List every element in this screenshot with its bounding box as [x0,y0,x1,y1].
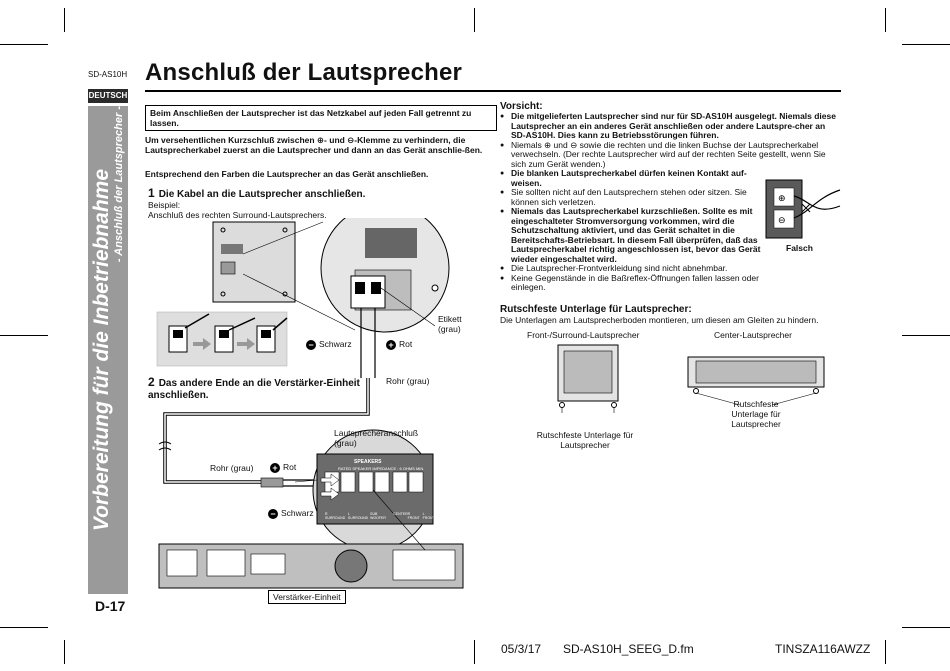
crop-mark [0,627,48,628]
label-etikett: Etikett (grau) [438,314,462,334]
label-anschluss: Lautsprecheranschluß (grau) [334,428,419,448]
label-rot-2 [270,462,296,473]
step-1-text: Die Kabel an die Lautsprecher anschließen. [158,189,366,200]
crop-mark [0,335,48,336]
crop-mark [64,8,65,32]
crop-mark [902,335,950,336]
crop-mark [885,8,886,32]
step-1 [148,187,365,201]
terminal-label: L FRONT [422,512,435,520]
model-number: SD-AS10H [88,70,128,79]
sidebar-text [88,106,128,594]
label-rot [386,339,412,350]
terminal-label: R FRONT [407,512,420,520]
crop-mark [0,44,48,45]
label-rohr-right: Rohr (grau) [386,376,430,386]
crop-mark [885,640,886,664]
terminal-label: L SURROUND [347,512,369,520]
crop-mark [902,627,950,628]
step-2-number: 2 [148,375,155,389]
caution-item [500,141,840,170]
crop-mark [64,640,65,664]
page-number: D-17 [95,598,126,614]
footer-file: SD-AS10H_SEEG_D.fm [563,642,694,656]
label-schwarz-2-text: Schwarz [281,508,314,518]
front-surround-label: Front-/Surround-Lautsprecher [527,330,640,340]
minus-icon: − [306,340,316,350]
page-title: Anschluß der Lautsprecher [145,59,463,86]
caution-item-text: Niemals ⊕ und ⊖ sowie die rechten und die linken Buchse der Lautsprecherkabel verwechseln. (Der rechte Lautsprecher wird auf der rechten Seite gestellt, wenn Sie sich zum Gerät wenden.) [511,139,826,169]
non-slip-heading: Rutschfeste Unterlage für Lautsprecher: [500,304,692,315]
caution-item [500,274,761,293]
label-schwarz-2 [268,508,314,519]
example-text: Anschluß des rechten Surround-Lautsprechers. [148,210,327,220]
warning-box: Beim Anschließen der Lautsprecher ist das Netzkabel auf jeden Fall getrennt zu lassen. [145,105,497,131]
plus-icon: + [386,340,396,350]
caution-item-bold: Die blanken Lautsprecherkabel dürfen keinen Kontakt auf-weisen. [511,168,747,188]
caution-item-text: Sie sollten nicht auf den Lautsprechern stehen oder sitzen. Sie können sich verletzen. [511,187,747,207]
caution-item [500,188,761,207]
wrong-wiring-illustration [764,176,842,242]
label-schwarz-text: Schwarz [319,339,352,349]
caution-item [500,169,761,188]
caution-heading: Vorsicht: [500,101,543,112]
step-1-number: 1 [148,186,155,200]
terminal-labels [325,512,437,520]
example-label: Beispiel: [148,200,181,210]
non-slip-text: Die Unterlagen am Lautsprecherboden montieren, um diesen am Gleiten zu hindern. [500,315,819,325]
footer-date: 05/3/17 [501,642,542,656]
non-slip-caption-left: Rutschfeste Unterlage für Lautsprecher [536,430,634,450]
plus-icon: + [270,463,280,473]
non-slip-caption-right: Rutschfeste Unterlage für Lautsprecher [731,399,781,429]
sidebar-title: Vorbereitung für die Inbetriebnahme [90,168,113,532]
caution-item-text: Keine Gegenstände in die Baßreflex-Öffnungen fallen lassen oder einlegen. [511,272,759,292]
crop-mark [474,8,475,32]
terminal-label: SUB WOOFER [370,512,386,520]
intro-color-note: Entsprechend den Farben die Lautsprecher an das Gerät anschließen. [145,169,429,179]
crop-mark [902,44,950,45]
language-tab: DEUTSCH [88,89,128,103]
footer-code: TINSZA116AWZZ [775,642,871,656]
wiring-diagram [145,218,485,608]
label-rohr-left: Rohr (grau) [210,463,254,473]
front-speaker-illustration [556,343,620,413]
svg-text:⊕: ⊕ [778,194,786,204]
step-2-text: Das andere Ende an die Verstärker-Einheit anschließen. [148,378,360,401]
label-speakers-panel: SPEAKERS [354,459,382,465]
title-rule [145,90,841,92]
sidebar-subtitle: - Anschluß der Lautsprecher - [113,106,125,263]
caution-item-bold: Die mitgelieferten Lautsprecher sind nur für SD-AS10H ausgelegt. Niemals diese Lautsprecher an ein anderes Gerät anschließen oder andere Lautspre-cher an SD-AS10H. Dies kann zu Betriebsstörungen führen. [511,111,836,140]
wrong-label: Falsch [786,243,813,253]
center-label: Center-Lautsprecher [714,330,792,340]
terminal-label: CENTER [393,512,408,516]
label-impedance: RATED SPEAKER IMPEDANCE : 6 OHMS MIN. [338,466,425,471]
minus-icon: − [268,509,278,519]
caution-item-text: Die Lautsprecher-Frontverkleidung sind nicht abnehmbar. [511,263,728,273]
terminal-label: R SURROUND [325,512,346,520]
label-rot-text: Rot [399,339,413,349]
label-rot-2-text: Rot [283,462,297,472]
caution-item-bold: Niemals das Lautsprecherkabel kurzschließen. Sollte es mit eingeschalteter Stromversorgung vorkommen, wird die Schutzschaltung aktiviert, und das Gerät schaltet in die Bereitschafts-Betriebsart. In diesem Fall überprüfen, daß das Lautsprecherkabel richtig angeschlossen ist, bevor das Gerät wieder eingeschaltet wird. [511,206,761,264]
crop-mark [474,640,475,664]
svg-text:⊖: ⊖ [778,216,786,226]
label-amplifier: Verstärker-Einheit [268,590,346,604]
section-sidebar [88,106,128,594]
label-schwarz [306,339,352,350]
intro-paragraph: Um versehentlichen Kurzschluß zwischen ⊕- und ⊖-Klemme zu verhindern, die Lautsprecherkabel zuerst an die Lautsprecher und dann an das Gerät anschlie-ßen. [145,135,483,155]
caution-item [500,112,840,141]
caution-item [500,207,761,264]
